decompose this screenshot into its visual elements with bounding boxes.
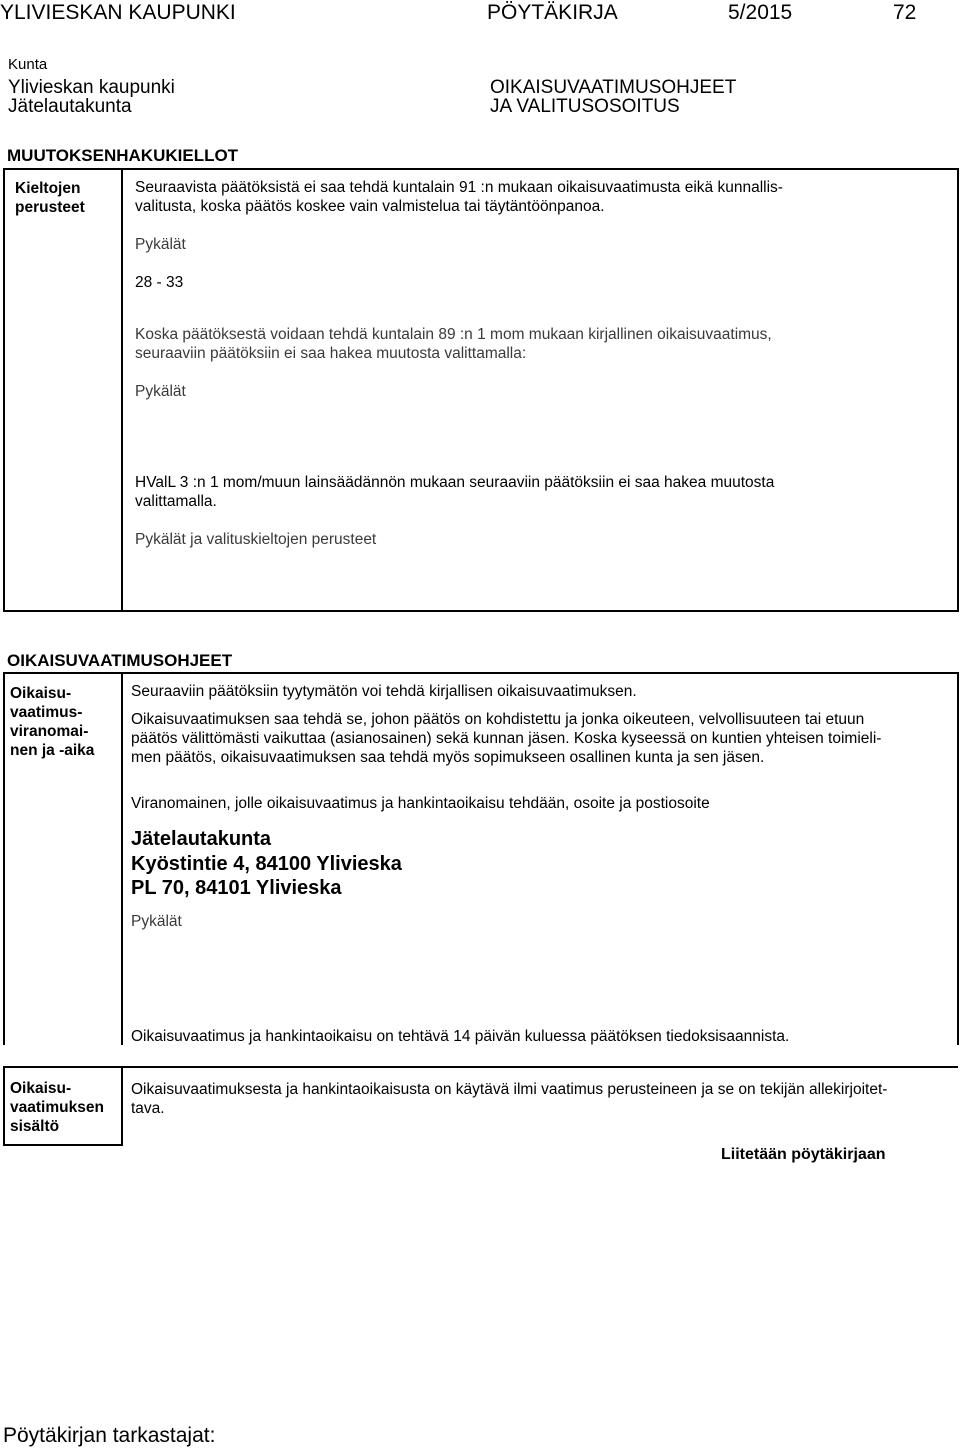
doc-title-line1: OIKAISUVAATIMUSOHJEET	[490, 77, 737, 98]
sisalto-top-border	[3, 1066, 958, 1068]
sisalto-text-line2: tava.	[131, 1100, 165, 1117]
kieltojen-perusteet-label: Kieltojen perusteet	[15, 180, 85, 216]
section-left-border	[3, 168, 5, 612]
municipality-name: YLIVIESKAN KAUPUNKI	[0, 1, 236, 24]
ohjeet-right-border	[957, 672, 959, 1045]
address-line1: Jätelautakunta	[131, 828, 272, 850]
pykalat-value-1: 28 - 33	[135, 274, 184, 291]
pykalat-label-1: Pykälät	[135, 236, 186, 253]
address-line3: PL 70, 84101 Ylivieska	[131, 877, 342, 899]
ohjeet-column-divider	[121, 672, 123, 1045]
ohjeet-para2-line1: Oikaisuvaatimuksen saa tehdä se, johon päätös on kohdistettu ja jonka oikeuteen, velvollisuuteen tai etuun	[131, 711, 865, 728]
section-column-divider	[121, 168, 123, 612]
oikaisuvaatimusviranomainen-label: Oikaisu- vaatimus- viranomai- nen ja -aika	[10, 685, 95, 759]
city-name: Ylivieskan kaupunki	[8, 77, 175, 98]
section-right-border	[957, 168, 959, 612]
ohjeet-para2-line2: päätös välittömästi vaikuttaa (asianosainen) sekä kunnan jäsen. Koska kyseessä on kuntien yhteisen toimieli-	[131, 730, 882, 747]
kiellot-para2-line2: seuraaviin päätöksiin ei saa hakea muutosta valittamalla:	[135, 345, 527, 362]
ohjeet-para3: Viranomainen, jolle oikaisuvaatimus ja hankintaoikaisu tehdään, osoite ja postiosoite	[131, 795, 710, 812]
section-bottom-border	[3, 610, 958, 612]
muutoksenhakukiellot-heading: MUUTOKSENHAKUKIELLOT	[7, 146, 239, 165]
oikaisuvaatimusohjeet-heading: OIKAISUVAATIMUSOHJEET	[7, 651, 233, 670]
page-number: 72	[893, 1, 917, 24]
ohjeet-top-border	[3, 672, 958, 674]
sisalto-column-divider	[121, 1066, 123, 1146]
kiellot-para2-line1: Koska päätöksestä voidaan tehdä kuntalain 89 :n 1 mom mukaan kirjallinen oikaisuvaatimus,	[135, 326, 772, 343]
kiellot-para1-line2: valitusta, koska päätös koskee vain valmistelua tai täytäntöönpanoa.	[135, 198, 605, 215]
sisalto-bottom-border	[3, 1144, 123, 1146]
kiellot-para1-line1: Seuraavista päätöksistä ei saa tehdä kuntalain 91 :n mukaan oikaisuvaatimusta eikä kunnallis-	[135, 179, 783, 196]
kiellot-para3-line2: valittamalla.	[135, 493, 217, 510]
sisalto-text-line1: Oikaisuvaatimuksesta ja hankintaoikaisusta on käytävä ilmi vaatimus perusteineen ja se on tekijän allekirjoitet-	[131, 1081, 888, 1098]
document-type: PÖYTÄKIRJA	[487, 1, 618, 24]
doc-title-line2: JA VALITUSOSOITUS	[490, 96, 680, 117]
address-line2: Kyöstintie 4, 84100 Ylivieska	[131, 853, 402, 875]
poytakirjan-tarkastajat: Pöytäkirjan tarkastajat:	[3, 1424, 216, 1447]
kunta-label: Kunta	[8, 56, 48, 73]
section-top-border	[3, 168, 958, 170]
ohjeet-para2-line3: men päätös, oikaisuvaatimuksen saa tehdä myös sopimukseen osallinen kunta ja sen jäsen.	[131, 749, 765, 766]
ohjeet-left-border	[3, 672, 5, 1045]
ohjeet-pykalat-label: Pykälät	[131, 913, 182, 930]
ohjeet-deadline: Oikaisuvaatimus ja hankintaoikaisu on tehtävä 14 päivän kuluessa päätöksen tiedoksisaannista.	[131, 1028, 790, 1045]
pykalat-label-3: Pykälät ja valituskieltojen perusteet	[135, 531, 377, 548]
liitetaan-poytakirjaan: Liitetään pöytäkirjaan	[721, 1146, 886, 1163]
sisalto-label: Oikaisu- vaatimuksen sisältö	[10, 1080, 104, 1135]
kiellot-para3-line1: HValL 3 :n 1 mom/muun lainsäädännön mukaan seuraaviin päätöksiin ei saa hakea muutosta	[135, 474, 775, 491]
ohjeet-para1: Seuraaviin päätöksiin tyytymätön voi tehdä kirjallisen oikaisuvaatimuksen.	[131, 683, 637, 700]
board-name: Jätelautakunta	[8, 96, 132, 117]
sisalto-left-border	[3, 1066, 5, 1146]
document-number: 5/2015	[728, 1, 793, 24]
pykalat-label-2: Pykälät	[135, 383, 186, 400]
